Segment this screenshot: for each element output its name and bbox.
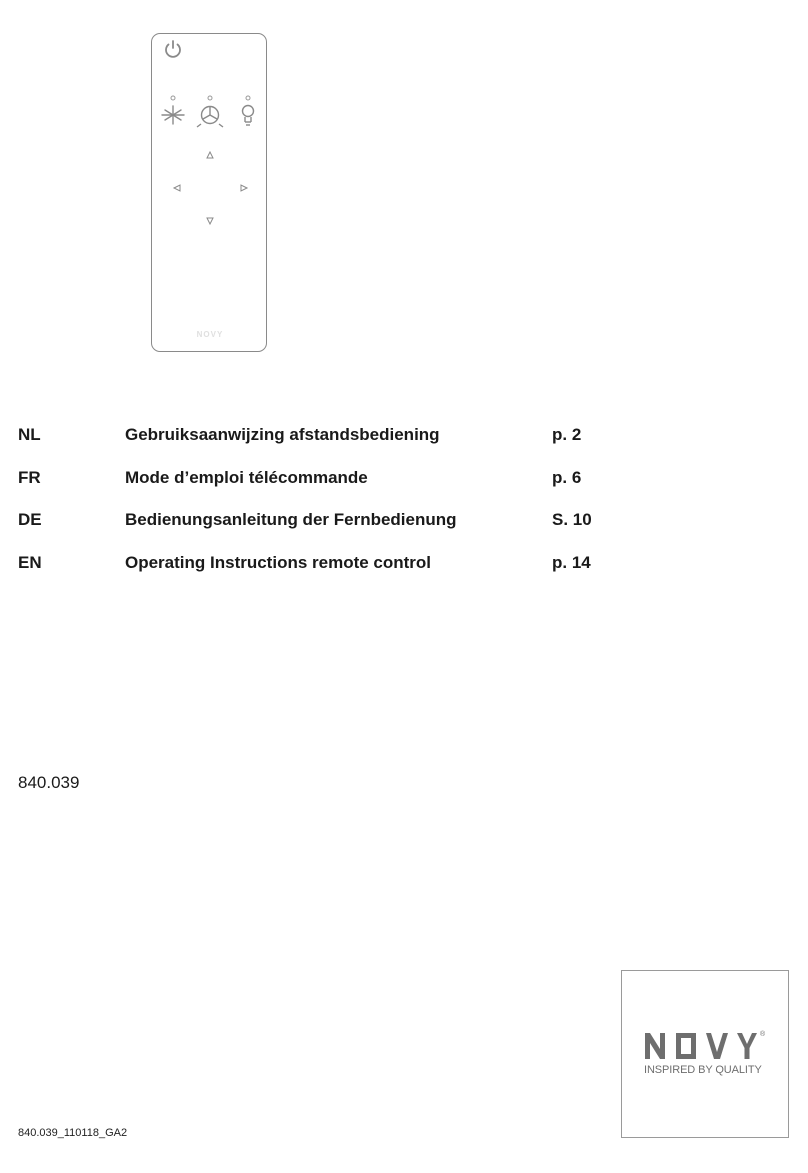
remote-control-illustration — [151, 33, 267, 352]
model-number: 840.039 — [18, 773, 80, 792]
indicator-led — [171, 96, 175, 100]
brand-logo-box — [621, 970, 789, 1138]
page-reference: p. 6 — [552, 468, 582, 487]
registered-mark: ® — [760, 1031, 766, 1038]
arrow-left-icon — [174, 185, 180, 191]
extraction-fan-icon — [162, 106, 184, 124]
fan-speed-icon — [197, 107, 223, 128]
indicator-led — [246, 96, 250, 100]
section-title: Gebruiksaanwijzing afstandsbediening — [125, 425, 440, 444]
page-reference: S. 10 — [552, 510, 592, 529]
indicator-led — [208, 96, 212, 100]
document-reference: 840.039_110118_GA2 — [18, 1127, 128, 1139]
brand-tagline: INSPIRED BY QUALITY — [644, 1064, 762, 1076]
novy-logo — [622, 971, 790, 1139]
language-code: FR — [18, 468, 41, 487]
section-title: Operating Instructions remote control — [125, 553, 432, 572]
arrow-down-icon — [207, 218, 213, 224]
power-icon — [166, 41, 180, 57]
language-code: EN — [18, 553, 42, 572]
toc-row-en — [18, 553, 638, 577]
novy-wordmark — [645, 1033, 757, 1059]
language-code: NL — [18, 425, 41, 444]
page-reference: p. 14 — [552, 553, 591, 572]
light-bulb-icon — [243, 106, 254, 126]
section-title: Mode d’emploi télécommande — [125, 468, 368, 487]
toc-row-de — [18, 510, 638, 534]
toc-row-fr — [18, 468, 638, 492]
page-reference: p. 2 — [552, 425, 582, 444]
section-title: Bedienungsanleitung der Fernbedienung — [125, 510, 457, 529]
toc-row-nl — [18, 425, 638, 449]
arrow-right-icon — [241, 185, 247, 191]
remote-brand-imprint: NOVY — [196, 330, 224, 339]
arrow-up-icon — [207, 152, 213, 158]
language-code: DE — [18, 510, 42, 529]
